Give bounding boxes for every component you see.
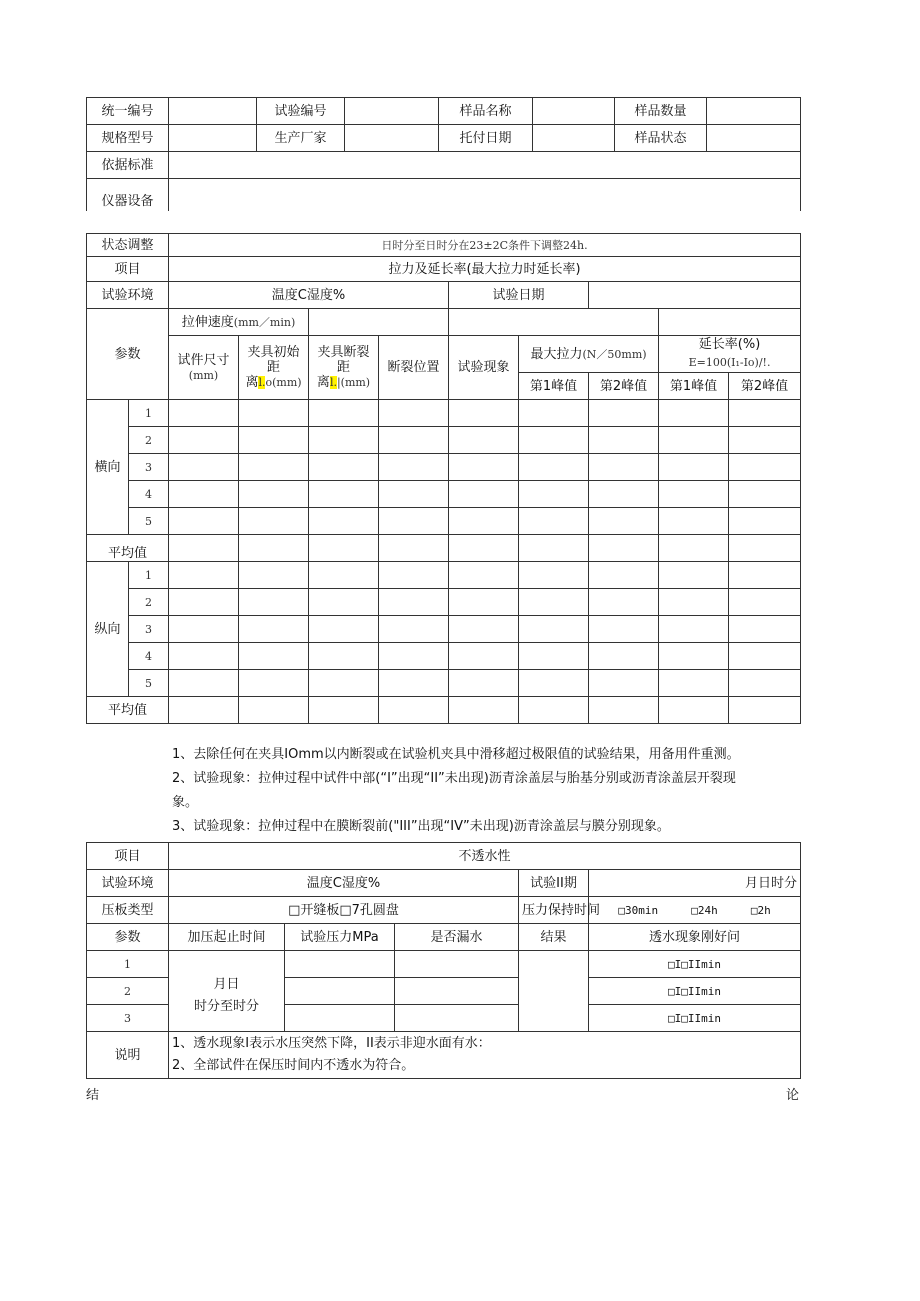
imp-params-label: 参数 <box>87 924 169 951</box>
data-cell[interactable] <box>169 697 239 724</box>
pressure-time-label: 加压起止时间 <box>169 924 285 951</box>
data-cell[interactable] <box>309 643 379 670</box>
blank-cell <box>659 309 801 336</box>
row-number: 2 <box>129 427 169 454</box>
note-1: 1、去除任何在夹具IOmm以内断裂或在试验机夹具中滑移超过极限值的试验结果，用备用件重测。 <box>172 747 740 762</box>
data-cell[interactable] <box>589 454 659 481</box>
pressure-label: 试验压力MPa <box>285 924 395 951</box>
data-cell[interactable] <box>169 454 239 481</box>
data-cell[interactable] <box>659 508 729 535</box>
data-cell[interactable] <box>659 454 729 481</box>
table-row <box>87 508 801 535</box>
data-cell[interactable] <box>239 616 309 643</box>
leak-cell[interactable] <box>395 978 519 1005</box>
plate-label: 压板类型 <box>87 897 169 924</box>
max-force-label: 最大拉力 <box>530 346 583 362</box>
equipment-label: 仪器设备 <box>87 179 169 212</box>
row-number: 4 <box>129 481 169 508</box>
data-cell[interactable] <box>729 508 801 535</box>
data-cell[interactable] <box>169 616 239 643</box>
data-cell[interactable] <box>729 427 801 454</box>
leak-cell[interactable] <box>395 951 519 978</box>
table-row <box>87 670 801 697</box>
data-cell[interactable] <box>309 481 379 508</box>
table-row <box>87 481 801 508</box>
size-label: 试件尺寸 <box>177 352 230 368</box>
data-cell[interactable] <box>519 562 589 589</box>
phenomenon-option[interactable]: □I□IImin <box>589 1005 801 1032</box>
plate-value[interactable]: □开缝板□7孔圆盘 <box>169 897 519 924</box>
pressure-cell[interactable] <box>285 951 395 978</box>
data-cell[interactable] <box>309 670 379 697</box>
sample-info-table <box>86 97 801 211</box>
max-force-unit: (N／50mm) <box>582 347 647 361</box>
equipment-field[interactable] <box>169 179 801 212</box>
data-cell[interactable] <box>449 454 519 481</box>
hold-option-30min[interactable]: □30min <box>618 903 659 917</box>
data-cell[interactable] <box>169 427 239 454</box>
data-cell[interactable] <box>239 697 309 724</box>
data-cell[interactable] <box>169 562 239 589</box>
clamp-break-sub-b: |(mm) <box>336 376 371 389</box>
row-number: 2 <box>129 589 169 616</box>
note-3: 3、试验现象：拉伸过程中在膜断裂前("III”出现“IV”未出现)沥青涂盖层与膜分别现象。 <box>172 819 670 834</box>
elong-peak2: 第2峰值 <box>729 373 801 400</box>
data-cell[interactable] <box>309 589 379 616</box>
data-cell[interactable] <box>519 508 589 535</box>
sample-name-field[interactable] <box>533 98 615 125</box>
data-cell[interactable] <box>519 400 589 427</box>
data-cell[interactable] <box>379 427 449 454</box>
data-cell[interactable] <box>379 400 449 427</box>
data-cell[interactable] <box>659 481 729 508</box>
data-cell[interactable] <box>309 697 379 724</box>
elong-label: 延长率(%) <box>698 337 761 352</box>
table-row <box>87 125 801 152</box>
manufacturer-field[interactable] <box>345 125 439 152</box>
phenomenon-label: 试验现象 <box>449 336 519 400</box>
imp-test-date-value[interactable]: 月日时分 <box>589 870 801 897</box>
table-row <box>87 924 801 951</box>
imp-test-date-label: 试验II期 <box>519 870 589 897</box>
data-cell[interactable] <box>519 589 589 616</box>
time-value-line2: 时分至时分 <box>193 999 259 1014</box>
data-cell[interactable] <box>589 427 659 454</box>
phenomenon-option[interactable]: □I□IImin <box>589 951 801 978</box>
table-row <box>87 535 801 562</box>
data-cell[interactable] <box>589 535 659 562</box>
table-row <box>87 562 801 589</box>
data-cell[interactable] <box>589 400 659 427</box>
data-cell[interactable] <box>589 589 659 616</box>
table-row <box>87 234 801 257</box>
data-cell[interactable] <box>729 400 801 427</box>
note-2: 2、试验现象：拉伸过程中试件中部(“I”出现“II”未出现)沥青涂盖层与胎基分别或沥青涂盖层开裂现 <box>172 771 736 786</box>
data-cell[interactable] <box>729 481 801 508</box>
table-row <box>87 589 801 616</box>
spec-model-field[interactable] <box>169 125 257 152</box>
row-number: 3 <box>87 1005 169 1032</box>
impermeability-table <box>86 842 801 1079</box>
data-cell[interactable] <box>169 535 239 562</box>
data-cell[interactable] <box>729 697 801 724</box>
sample-state-field[interactable] <box>707 125 801 152</box>
data-cell[interactable] <box>379 697 449 724</box>
row-number: 1 <box>129 562 169 589</box>
data-cell[interactable] <box>729 589 801 616</box>
max-force-peak2: 第2峰值 <box>589 373 659 400</box>
data-cell[interactable] <box>309 535 379 562</box>
speed-unit: (mm／min) <box>233 315 296 329</box>
spec-model-label: 规格型号 <box>87 125 169 152</box>
state-adjust-label: 状态调整 <box>87 234 169 257</box>
table-row <box>87 843 801 870</box>
data-cell[interactable] <box>309 508 379 535</box>
imp-item-label: 项目 <box>87 843 169 870</box>
data-cell[interactable] <box>729 643 801 670</box>
table-row <box>87 98 801 125</box>
sample-qty-label: 样品数量 <box>615 98 707 125</box>
data-cell[interactable] <box>379 481 449 508</box>
table-row <box>87 282 801 309</box>
phenomenon-option[interactable]: □I□IImin <box>589 978 801 1005</box>
table-row <box>87 309 801 336</box>
data-cell[interactable] <box>239 400 309 427</box>
data-cell[interactable] <box>239 508 309 535</box>
data-cell[interactable] <box>379 589 449 616</box>
data-cell[interactable] <box>239 481 309 508</box>
table-row <box>87 643 801 670</box>
blank-cell <box>449 309 659 336</box>
env-value: 温度C湿度% <box>169 282 449 309</box>
test-date-field[interactable] <box>589 282 801 309</box>
data-cell[interactable] <box>309 454 379 481</box>
data-cell[interactable] <box>379 562 449 589</box>
clamp-break-sub-a: 离 <box>316 375 330 390</box>
elong-peak1: 第1峰值 <box>659 373 729 400</box>
delivery-date-field[interactable] <box>533 125 615 152</box>
data-cell[interactable] <box>589 616 659 643</box>
data-cell[interactable] <box>519 481 589 508</box>
data-cell[interactable] <box>239 427 309 454</box>
row-number: 1 <box>87 951 169 978</box>
data-cell[interactable] <box>519 427 589 454</box>
table-row <box>87 400 801 427</box>
data-cell[interactable] <box>449 508 519 535</box>
table-row <box>87 697 801 724</box>
size-unit: (mm) <box>188 368 219 382</box>
data-cell[interactable] <box>449 562 519 589</box>
data-cell[interactable] <box>239 643 309 670</box>
data-cell[interactable] <box>379 616 449 643</box>
data-cell[interactable] <box>729 562 801 589</box>
data-cell[interactable] <box>309 562 379 589</box>
data-cell[interactable] <box>309 616 379 643</box>
data-cell[interactable] <box>729 616 801 643</box>
table-row <box>87 179 801 212</box>
pressure-cell[interactable] <box>285 1005 395 1032</box>
standard-label: 依据标准 <box>87 152 169 179</box>
data-cell[interactable] <box>519 454 589 481</box>
data-cell[interactable] <box>729 670 801 697</box>
table-row <box>87 336 801 373</box>
data-cell[interactable] <box>519 616 589 643</box>
data-cell[interactable] <box>659 643 729 670</box>
data-cell[interactable] <box>519 643 589 670</box>
table-row <box>87 257 801 282</box>
imp-env-value: 温度C湿度% <box>169 870 519 897</box>
imp-item-value: 不透水性 <box>169 843 801 870</box>
time-value-line1: 月日 <box>213 977 240 992</box>
item-value: 拉力及延长率(最大拉力时延长率) <box>169 257 801 282</box>
data-cell[interactable] <box>449 670 519 697</box>
clamp-break-label: 夹具断裂距 <box>317 345 370 375</box>
average-label-transverse: 平均值 <box>87 535 169 562</box>
item-label: 项目 <box>87 257 169 282</box>
data-cell[interactable] <box>169 643 239 670</box>
data-cell[interactable] <box>729 454 801 481</box>
speed-field[interactable] <box>309 309 449 336</box>
data-cell[interactable] <box>589 481 659 508</box>
data-cell[interactable] <box>659 400 729 427</box>
data-cell[interactable] <box>519 697 589 724</box>
leak-cell[interactable] <box>395 1005 519 1032</box>
break-pos-label: 断裂位置 <box>379 336 449 400</box>
pressure-cell[interactable] <box>285 978 395 1005</box>
delivery-date-label: 托付日期 <box>439 125 533 152</box>
data-cell[interactable] <box>239 535 309 562</box>
row-number: 2 <box>87 978 169 1005</box>
data-cell[interactable] <box>659 427 729 454</box>
hold-time-label: 压力保持时间 <box>519 897 589 924</box>
data-cell[interactable] <box>659 589 729 616</box>
result-label: 结果 <box>519 924 589 951</box>
leak-label: 是否漏水 <box>395 924 519 951</box>
conclusion-label-right: 论 <box>786 1088 800 1103</box>
sample-state-label: 样品状态 <box>615 125 707 152</box>
manufacturer-label: 生产厂家 <box>257 125 345 152</box>
test-no-label: 试验编号 <box>257 98 345 125</box>
speed-label: 拉伸速度 <box>181 314 234 330</box>
data-cell[interactable] <box>169 589 239 616</box>
row-number: 1 <box>129 400 169 427</box>
table-row <box>87 454 801 481</box>
data-cell[interactable] <box>519 670 589 697</box>
data-cell[interactable] <box>659 616 729 643</box>
data-cell[interactable] <box>589 643 659 670</box>
params-label: 参数 <box>87 309 169 400</box>
env-label: 试验环境 <box>87 282 169 309</box>
table-row <box>87 427 801 454</box>
table-row <box>87 870 801 897</box>
table-row <box>87 897 801 924</box>
clamp-init-label: 夹具初始距 <box>247 345 300 375</box>
row-number: 3 <box>129 616 169 643</box>
hold-option-2h[interactable]: □2h <box>750 903 771 917</box>
data-cell[interactable] <box>449 616 519 643</box>
conclusion-label-left: 结 <box>86 1088 100 1103</box>
test-date-label: 试验日期 <box>449 282 589 309</box>
hold-option-24h[interactable]: □24h <box>691 903 718 917</box>
data-cell[interactable] <box>379 508 449 535</box>
remark-line-1: 1、透水现象I表示水压突然下降，II表示非迎水面有水： <box>172 1036 491 1051</box>
clamp-init-sub-a: 离 <box>245 375 259 390</box>
row-number: 4 <box>129 643 169 670</box>
note-2-cont: 象。 <box>172 795 199 810</box>
data-cell[interactable] <box>449 589 519 616</box>
data-cell[interactable] <box>449 481 519 508</box>
sample-qty-field[interactable] <box>707 98 801 125</box>
data-cell[interactable] <box>239 670 309 697</box>
data-cell[interactable] <box>169 481 239 508</box>
data-cell[interactable] <box>239 454 309 481</box>
data-cell[interactable] <box>449 535 519 562</box>
unified-no-field[interactable] <box>169 98 257 125</box>
table-row <box>87 1032 801 1079</box>
data-cell[interactable] <box>239 562 309 589</box>
data-cell[interactable] <box>519 535 589 562</box>
elong-formula: E=100(I₁-Io)/!. <box>688 356 771 369</box>
imp-phenomenon-label: 透水现象刚好问 <box>589 924 801 951</box>
longitudinal-label: 纵向 <box>87 562 129 697</box>
data-cell[interactable] <box>379 643 449 670</box>
imp-env-label: 试验环境 <box>87 870 169 897</box>
data-cell[interactable] <box>169 508 239 535</box>
data-cell[interactable] <box>379 670 449 697</box>
row-number: 3 <box>129 454 169 481</box>
clamp-break-highlight: l. <box>329 376 337 389</box>
unified-no-label: 统一编号 <box>87 98 169 125</box>
sample-name-label: 样品名称 <box>439 98 533 125</box>
tensile-notes <box>172 743 792 839</box>
average-label-longitudinal: 平均值 <box>87 697 169 724</box>
data-cell[interactable] <box>379 454 449 481</box>
clamp-init-highlight: l. <box>258 376 266 389</box>
data-cell[interactable] <box>239 589 309 616</box>
data-cell[interactable] <box>379 535 449 562</box>
data-cell[interactable] <box>729 535 801 562</box>
data-cell[interactable] <box>589 508 659 535</box>
row-number: 5 <box>129 670 169 697</box>
data-cell[interactable] <box>169 670 239 697</box>
tensile-table <box>86 233 801 724</box>
transverse-label: 横向 <box>87 400 129 535</box>
data-cell[interactable] <box>309 400 379 427</box>
data-cell[interactable] <box>589 562 659 589</box>
data-cell[interactable] <box>449 697 519 724</box>
table-row <box>87 152 801 179</box>
data-cell[interactable] <box>169 400 239 427</box>
row-number: 5 <box>129 508 169 535</box>
result-cell[interactable] <box>519 951 589 1032</box>
test-no-field[interactable] <box>345 98 439 125</box>
data-cell[interactable] <box>659 670 729 697</box>
table-row <box>87 616 801 643</box>
standard-field[interactable] <box>169 152 801 179</box>
data-cell[interactable] <box>659 697 729 724</box>
remark-label: 说明 <box>87 1032 169 1079</box>
data-cell[interactable] <box>309 427 379 454</box>
data-cell[interactable] <box>449 643 519 670</box>
data-cell[interactable] <box>659 535 729 562</box>
data-cell[interactable] <box>659 562 729 589</box>
clamp-init-sub-b: o(mm) <box>265 376 302 389</box>
data-cell[interactable] <box>589 697 659 724</box>
max-force-peak1: 第1峰值 <box>519 373 589 400</box>
state-adjust-value: 日时分至日时分在23±2C条件下调整24h. <box>169 234 801 257</box>
remark-line-2: 2、全部试件在保压时间内不透水为符合。 <box>172 1058 415 1073</box>
data-cell[interactable] <box>589 670 659 697</box>
table-row <box>87 951 801 978</box>
data-cell[interactable] <box>449 400 519 427</box>
data-cell[interactable] <box>449 427 519 454</box>
